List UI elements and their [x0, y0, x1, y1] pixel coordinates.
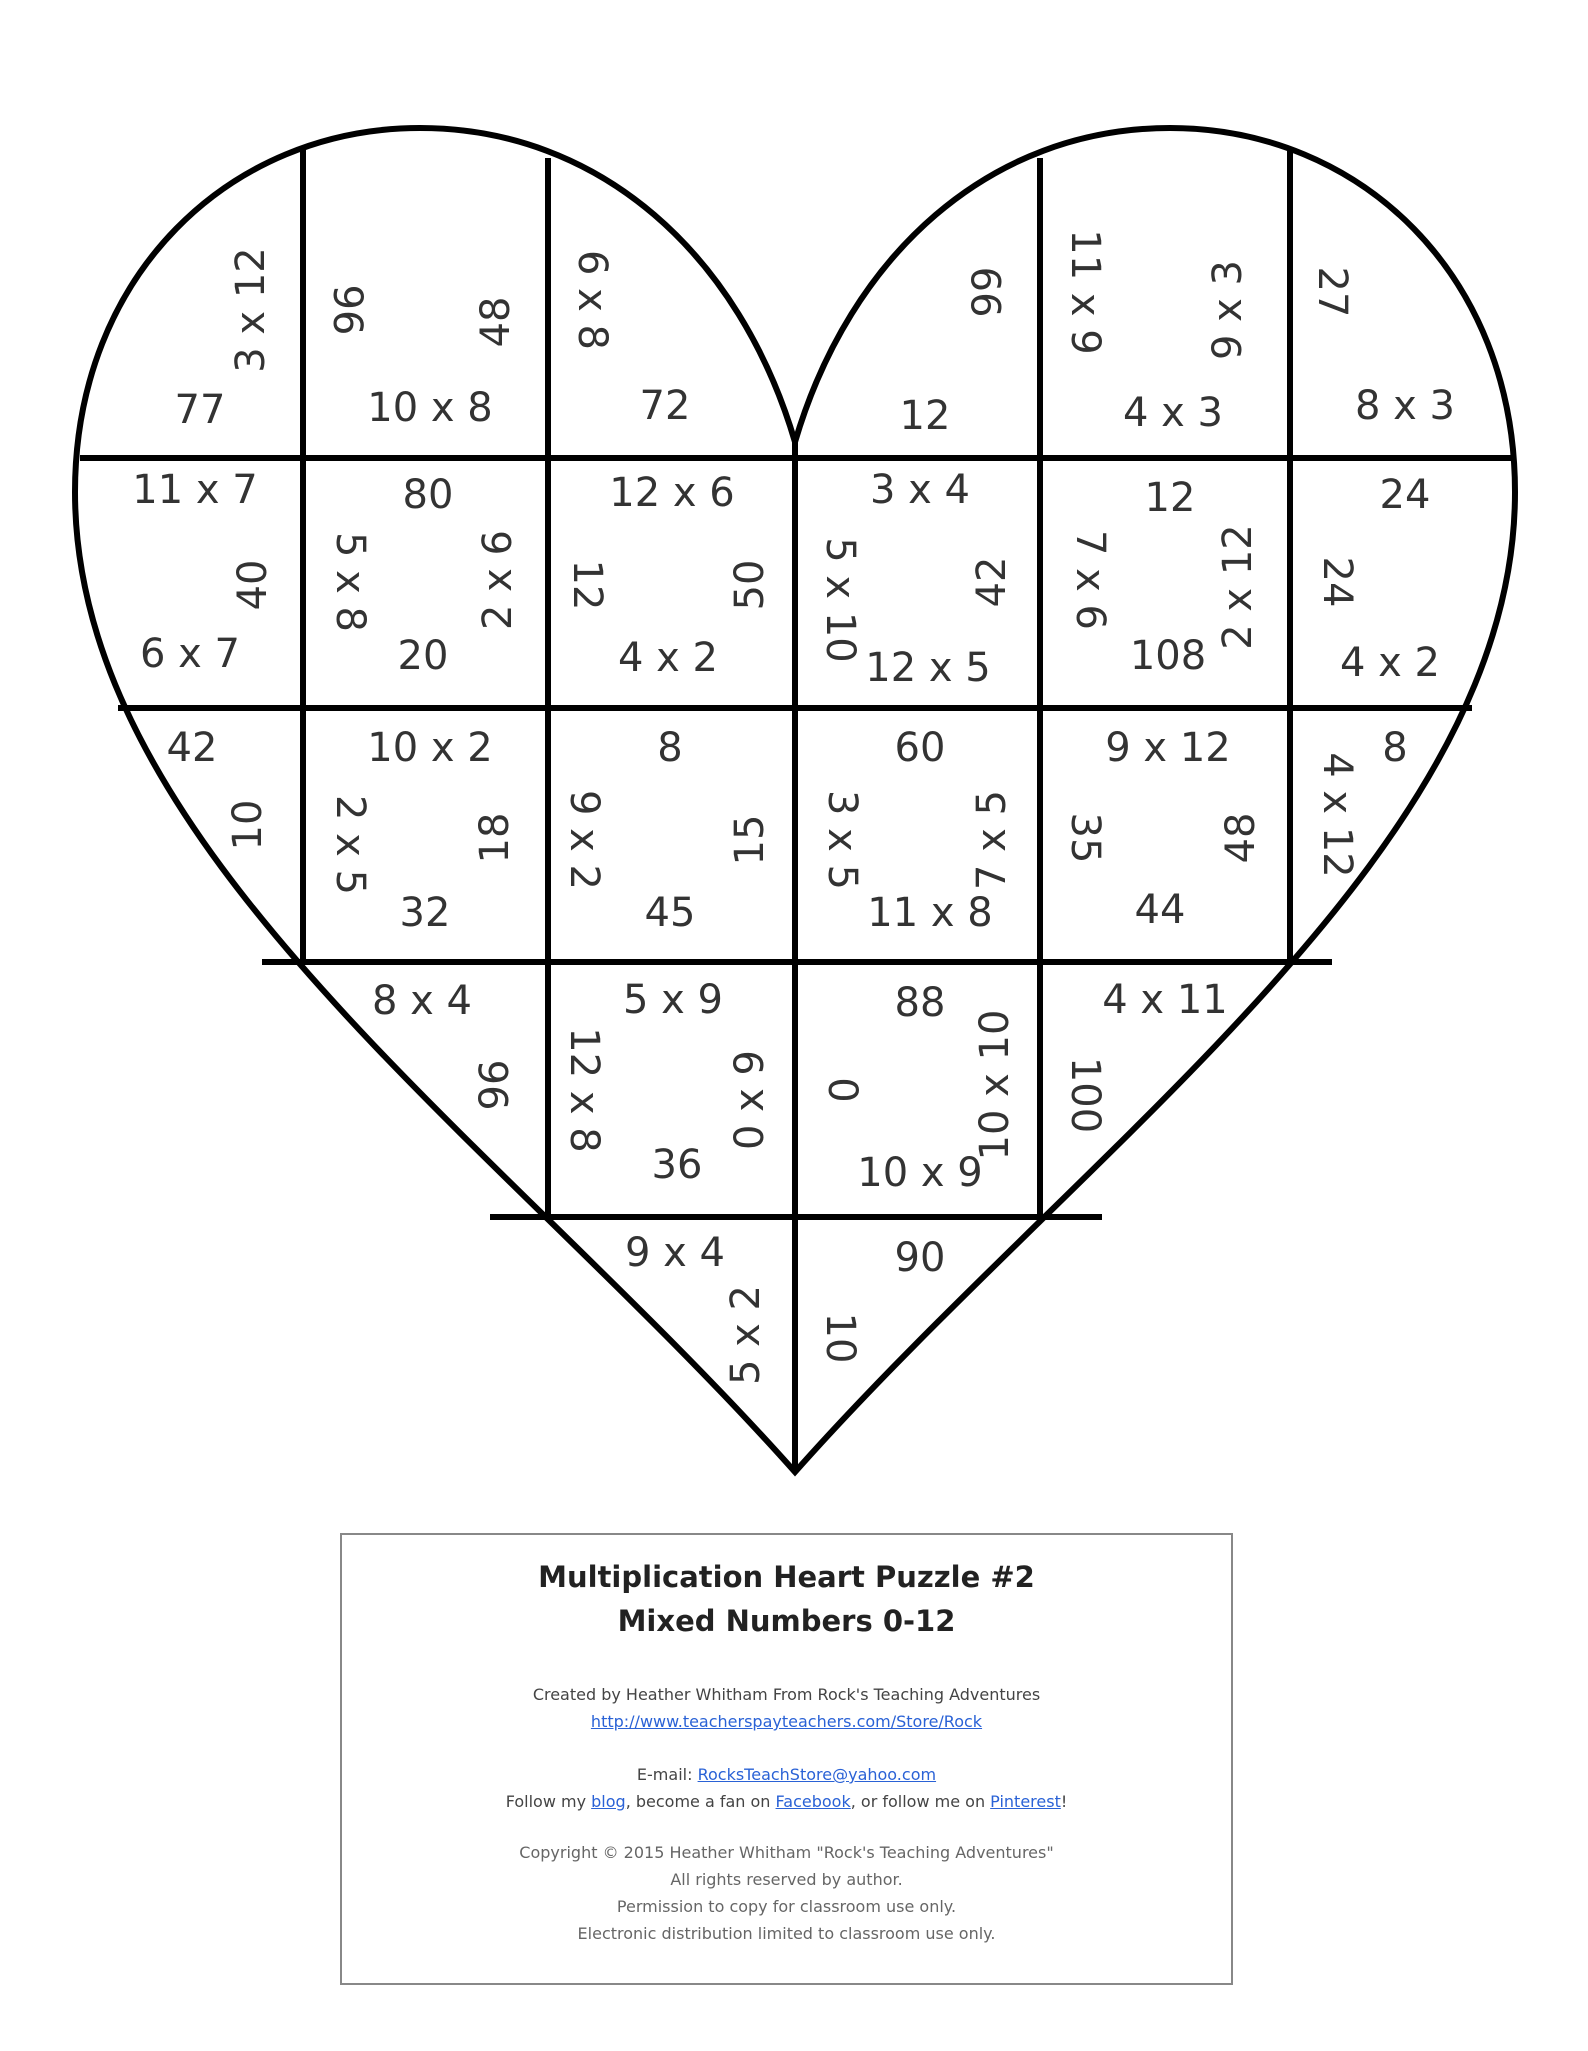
puzzle-piece-label: 4 x 2	[1340, 640, 1440, 686]
puzzle-piece-label: 50	[727, 559, 773, 611]
puzzle-piece-label: 24	[1314, 556, 1360, 608]
puzzle-piece-label: 0	[819, 1077, 865, 1103]
puzzle-piece-label: 11 x 7	[132, 467, 258, 513]
puzzle-piece-label: 7 x 5	[969, 790, 1015, 890]
puzzle-piece-label: 42	[969, 556, 1015, 608]
puzzle-piece-label: 48	[473, 296, 519, 348]
puzzle-piece-label: 60	[894, 725, 946, 771]
puzzle-piece-label: 5 x 2	[723, 1285, 769, 1385]
facebook-link[interactable]: Facebook	[775, 1792, 851, 1811]
puzzle-piece-label: 20	[397, 633, 449, 679]
follow-suffix: !	[1060, 1792, 1068, 1811]
puzzle-piece-label: 12	[564, 559, 610, 611]
follow-mid1: , become a fan on	[625, 1792, 771, 1811]
puzzle-piece-label: 10 x 9	[857, 1150, 983, 1196]
puzzle-piece-label: 2 x 6	[475, 530, 521, 630]
email-label: E-mail:	[636, 1765, 693, 1784]
puzzle-piece-label: 10	[225, 799, 271, 851]
puzzle-piece-label: 12 x 5	[865, 645, 991, 691]
puzzle-piece-label: 6 x 7	[140, 631, 240, 677]
puzzle-piece-label: 5 x 8	[327, 532, 373, 632]
puzzle-piece-label: 12	[1144, 475, 1196, 521]
puzzle-piece-label: 8 x 3	[1355, 383, 1455, 429]
email-link[interactable]: RocksTeachStore@yahoo.com	[697, 1765, 937, 1784]
puzzle-piece-label: 45	[644, 890, 696, 936]
puzzle-piece-label: 10	[817, 1312, 863, 1364]
puzzle-piece-label: 11 x 9	[1062, 229, 1108, 355]
puzzle-subtitle: Mixed Numbers 0-12	[617, 1604, 956, 1638]
puzzle-piece-label: 4 x 3	[1123, 390, 1223, 436]
puzzle-piece-label: 3 x 12	[228, 247, 274, 373]
puzzle-piece-label: 9 x 2	[561, 790, 607, 890]
puzzle-piece-label: 42	[166, 725, 218, 771]
puzzle-piece-label: 27	[1309, 266, 1355, 318]
puzzle-piece-label: 44	[1134, 887, 1186, 933]
follow-mid2: , or follow me on	[850, 1792, 986, 1811]
rights-line: All rights reserved by author.	[670, 1870, 903, 1889]
pinterest-link[interactable]: Pinterest	[990, 1792, 1061, 1811]
email-line	[342, 1761, 1231, 1788]
puzzle-piece-label: 100	[1062, 1056, 1108, 1134]
puzzle-piece-label: 99	[965, 266, 1011, 318]
puzzle-piece-label: 6 x 8	[569, 250, 615, 350]
puzzle-piece-label: 9 x 3	[1205, 260, 1251, 360]
puzzle-piece-label: 12	[899, 393, 951, 439]
puzzle-piece-label: 7 x 6	[1067, 530, 1113, 630]
copyright-line: Copyright © 2015 Heather Whitham "Rock's Teaching Adventures"	[519, 1843, 1054, 1862]
puzzle-piece-label: 96	[472, 1059, 518, 1111]
puzzle-piece-label: 35	[1062, 812, 1108, 864]
puzzle-piece-label: 12 x 6	[609, 470, 735, 516]
puzzle-piece-label: 36	[651, 1142, 703, 1188]
puzzle-piece-label: 96	[324, 284, 370, 336]
puzzle-piece-label: 5 x 9	[623, 977, 723, 1023]
permission-line: Permission to copy for classroom use only.	[616, 1897, 957, 1916]
puzzle-piece-label: 80	[402, 472, 454, 518]
puzzle-piece-label: 24	[1379, 472, 1431, 518]
puzzle-piece-label: 3 x 4	[870, 467, 970, 513]
puzzle-piece-label: 18	[472, 812, 518, 864]
puzzle-piece-label: 4 x 11	[1102, 977, 1228, 1023]
puzzle-piece-label: 10 x 10	[972, 1009, 1018, 1161]
follow-prefix: Follow my	[505, 1792, 587, 1811]
puzzle-piece-label: 5 x 10	[817, 537, 863, 663]
puzzle-piece-label: 8	[1382, 725, 1408, 771]
puzzle-piece-label: 3 x 5	[819, 790, 865, 890]
puzzle-piece-label: 8	[657, 725, 683, 771]
puzzle-piece-label: 10 x 2	[367, 725, 493, 771]
store-link[interactable]: http://www.teacherspayteachers.com/Store/Rock	[590, 1712, 983, 1731]
puzzle-piece-label: 10 x 8	[367, 385, 493, 431]
puzzle-piece-label: 90	[894, 1235, 946, 1281]
puzzle-piece-label: 11 x 8	[867, 890, 993, 936]
puzzle-title: Multiplication Heart Puzzle #2	[538, 1560, 1035, 1594]
puzzle-piece-label: 15	[727, 814, 773, 866]
puzzle-piece-label: 2 x 12	[1215, 524, 1261, 650]
puzzle-piece-label: 72	[639, 383, 691, 429]
credit-line: Created by Heather Whitham From Rock's Teaching Adventures	[532, 1685, 1041, 1704]
puzzle-piece-label: 0 x 9	[727, 1050, 773, 1150]
puzzle-piece-label: 32	[399, 890, 451, 936]
puzzle-piece-label: 8 x 4	[372, 978, 472, 1024]
puzzle-piece-label: 9 x 12	[1105, 725, 1231, 771]
blog-link[interactable]: blog	[591, 1792, 626, 1811]
follow-line	[342, 1788, 1231, 1815]
puzzle-piece-label: 40	[230, 559, 276, 611]
puzzle-piece-label: 4 x 2	[618, 635, 718, 681]
distribution-line: Electronic distribution limited to classroom use only.	[577, 1924, 996, 1943]
puzzle-piece-label: 77	[174, 387, 226, 433]
puzzle-piece-label: 108	[1129, 633, 1207, 679]
puzzle-piece-label: 48	[1218, 812, 1264, 864]
puzzle-piece-label: 88	[894, 980, 946, 1026]
puzzle-piece-label: 4 x 12	[1314, 752, 1360, 878]
puzzle-piece-label: 12 x 8	[561, 1027, 607, 1153]
puzzle-piece-label: 9 x 4	[625, 1230, 725, 1276]
puzzle-info-box	[340, 1533, 1233, 1985]
puzzle-piece-label: 2 x 5	[327, 795, 373, 895]
